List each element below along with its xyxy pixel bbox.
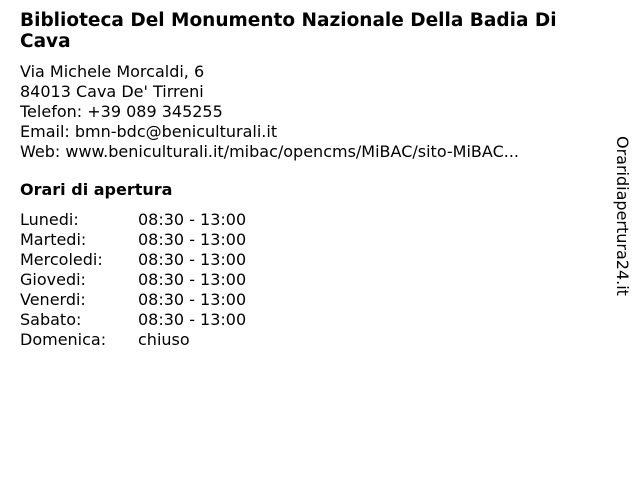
phone-number[interactable]: Telefon: +39 089 345255 [20, 102, 223, 121]
email-address[interactable]: Email: bmn-bdc@beniculturali.it [20, 122, 278, 141]
day-label: Sabato: [20, 310, 82, 329]
time-value: 08:30 - 13:00 [138, 270, 247, 289]
opening-hours-list [20, 210, 610, 350]
hours-row-sunday [20, 330, 610, 350]
time-value: 08:30 - 13:00 [138, 230, 247, 249]
time-value: 08:30 - 13:00 [138, 210, 247, 229]
street-address: Via Michele Morcaldi, 6 [20, 62, 205, 81]
hours-row-wednesday [20, 250, 610, 270]
day-label: Venerdi: [20, 290, 86, 309]
day-label: Mercoledi: [20, 250, 103, 269]
site-watermark: Oraridiapertura24.it [613, 136, 632, 296]
day-label: Domenica: [20, 330, 107, 349]
contact-block [20, 62, 610, 162]
time-value: 08:30 - 13:00 [138, 290, 247, 309]
time-value: 08:30 - 13:00 [138, 250, 247, 269]
hours-row-tuesday [20, 230, 610, 250]
place-title: Biblioteca Del Monumento Nazionale Della Badia Di Cava [20, 10, 557, 52]
day-label: Martedi: [20, 230, 87, 249]
day-label: Lunedi: [20, 210, 79, 229]
opening-hours-heading: Orari di apertura [20, 180, 173, 199]
hours-row-friday [20, 290, 610, 310]
hours-row-monday [20, 210, 610, 230]
city-address: 84013 Cava De' Tirreni [20, 82, 204, 101]
place-card [20, 10, 610, 350]
hours-row-saturday [20, 310, 610, 330]
website-link[interactable]: Web: www.beniculturali.it/mibac/opencms/MiBAC/sito-MiBAC... [20, 142, 519, 161]
time-value: chiuso [138, 330, 190, 349]
time-value: 08:30 - 13:00 [138, 310, 247, 329]
hours-row-thursday [20, 270, 610, 290]
day-label: Giovedi: [20, 270, 86, 289]
